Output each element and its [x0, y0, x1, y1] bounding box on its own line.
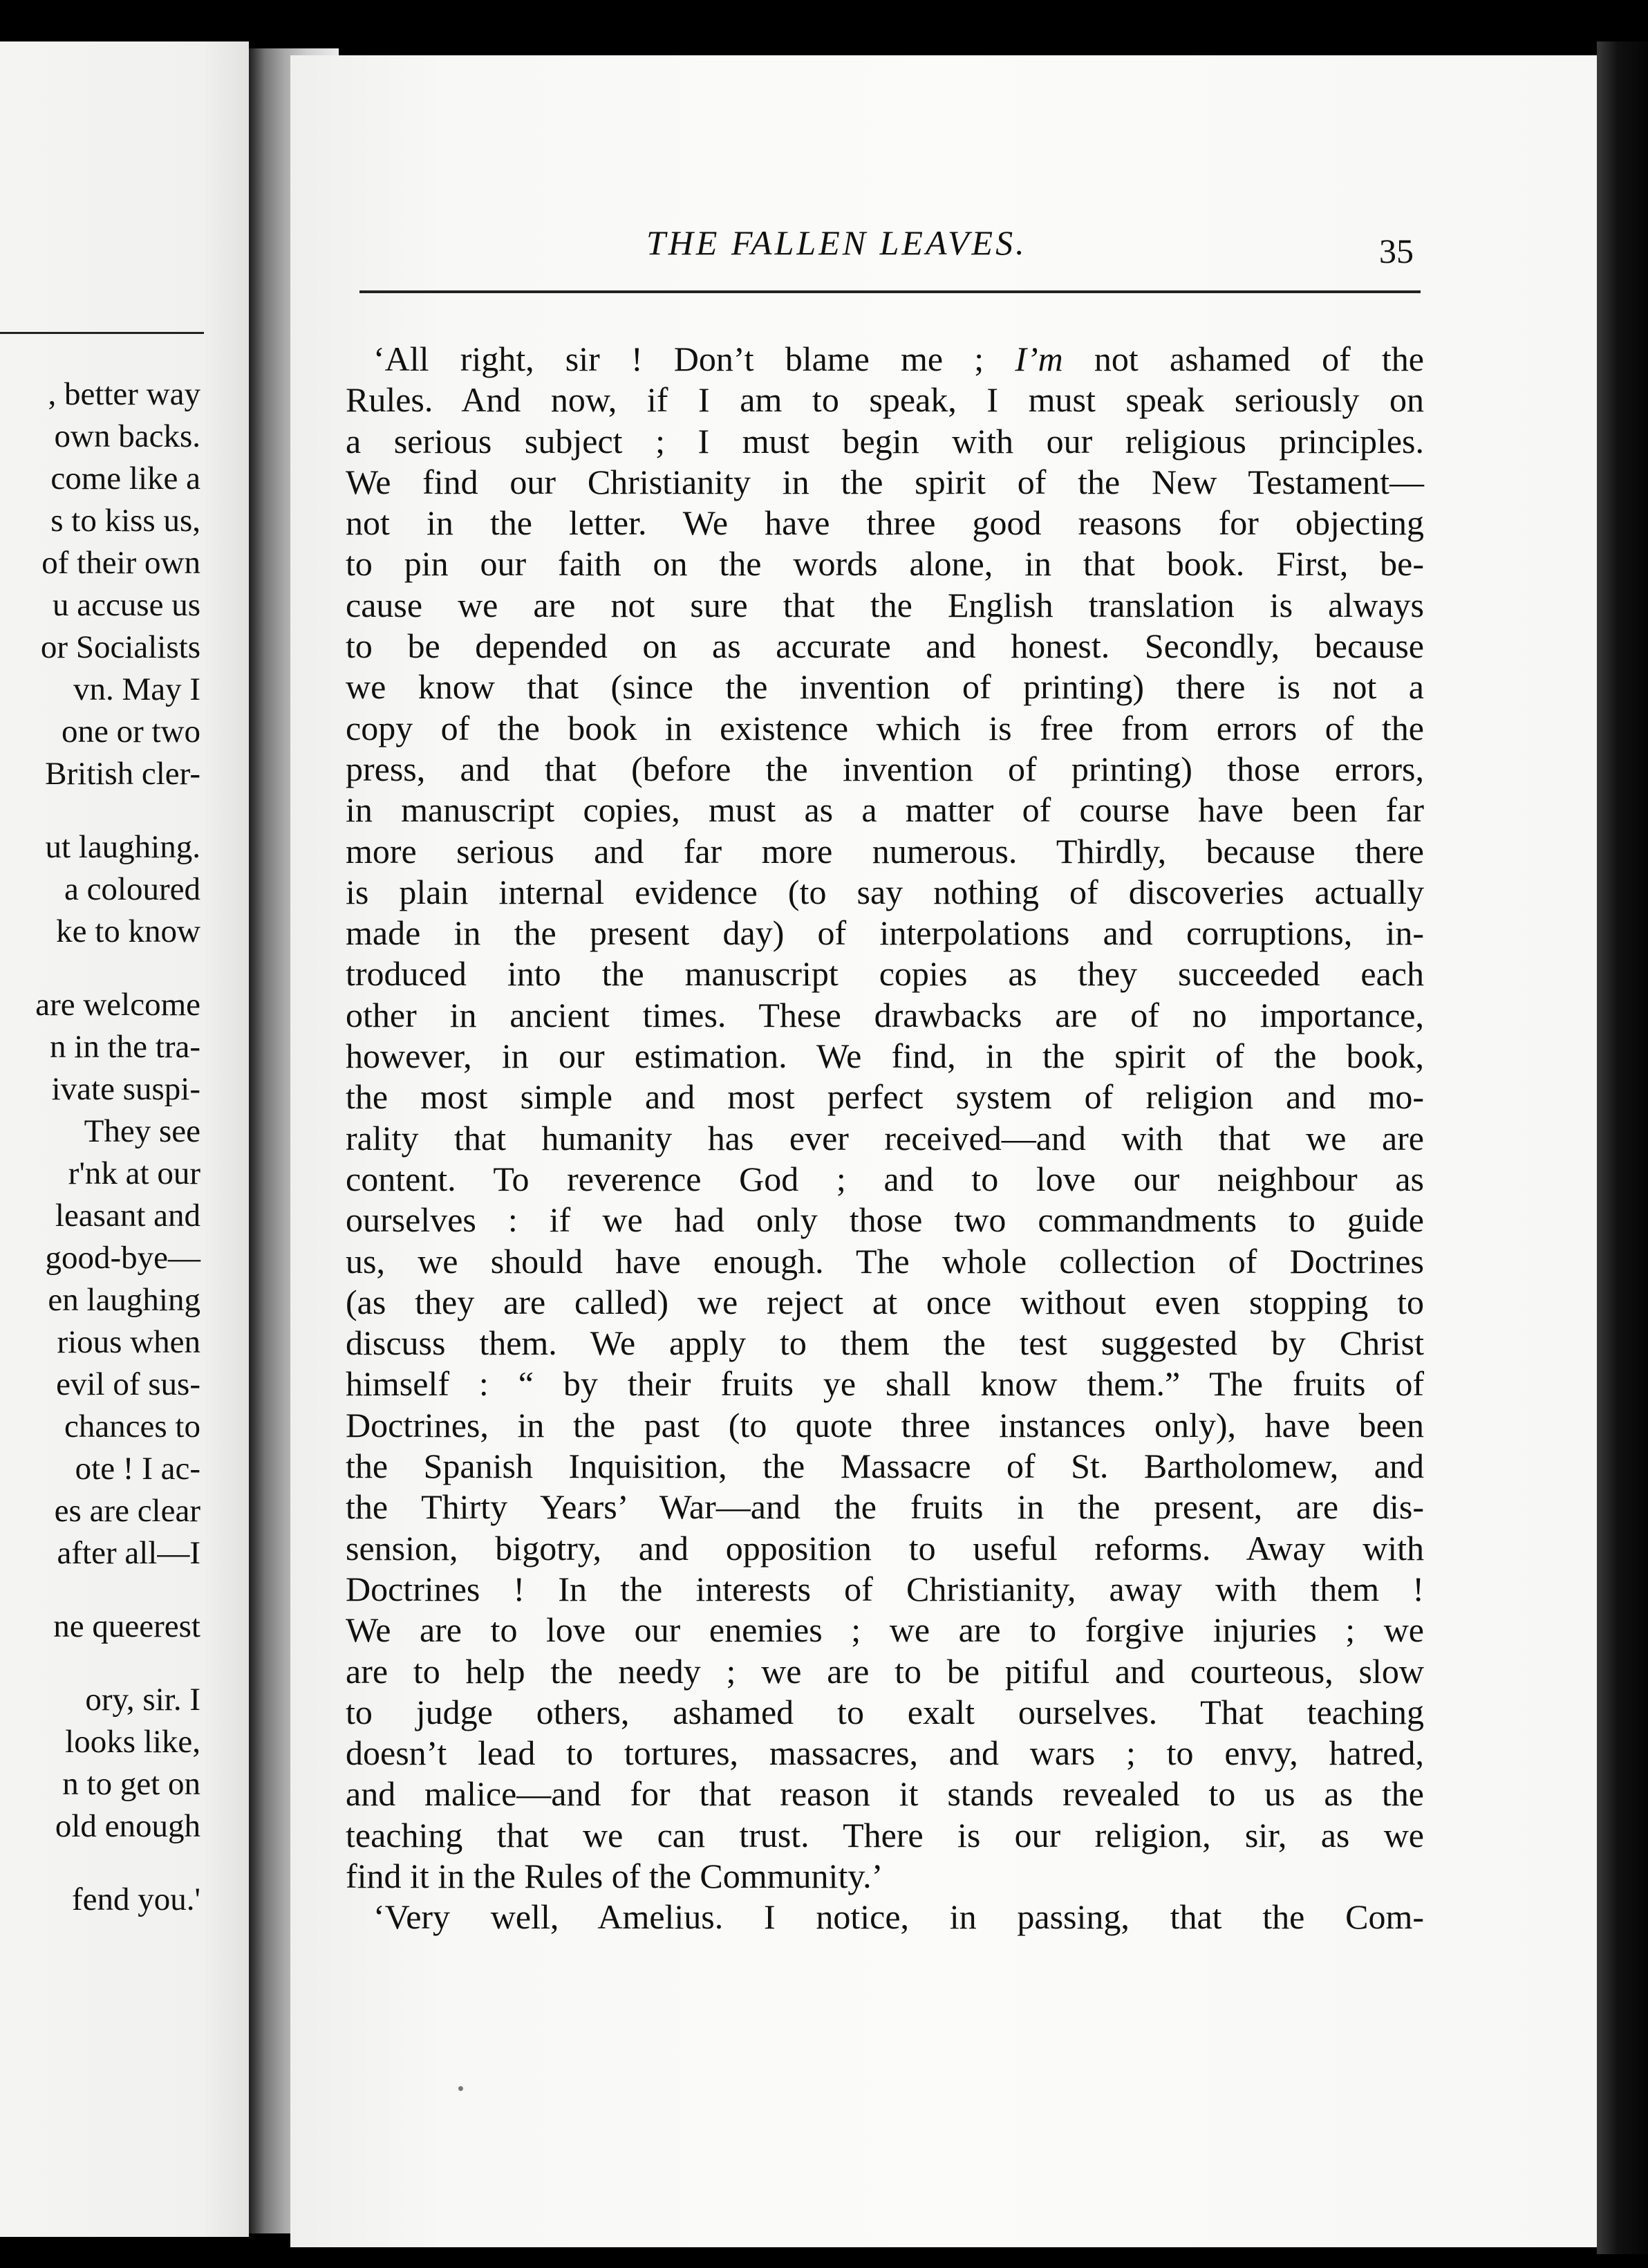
- page-number: 35: [1379, 232, 1414, 270]
- left-page-line: n in the tra-: [50, 1029, 200, 1065]
- left-page-line: own backs.: [54, 418, 200, 454]
- left-page-line: s to kiss us,: [50, 503, 200, 539]
- left-page-line: , better way: [48, 376, 200, 412]
- left-page-line: [0, 1648, 200, 1679]
- left-page-line: or Socialists: [40, 629, 200, 665]
- body-line: sension, bigotry, and opposition to useful reforms. Away with: [346, 1528, 1424, 1568]
- left-page-line: ory, sir. I: [85, 1682, 200, 1718]
- body-line: troduced into the manuscript copies as they succeeded each: [346, 954, 1424, 994]
- body-line: are to help the needy ; we are to be pitiful and courteous, slow: [346, 1651, 1424, 1691]
- left-page-line: u accuse us: [52, 587, 200, 623]
- body-line: ourselves : if we had only those two commandments to guide: [346, 1200, 1424, 1240]
- left-page-line: [0, 1848, 200, 1879]
- left-page-rule: [0, 332, 204, 334]
- left-page-line: one or two: [61, 714, 200, 750]
- body-line: press, and that (before the invention of printing) those errors,: [346, 749, 1424, 788]
- body-line: copy of the book in existence which is free from errors of the: [346, 708, 1424, 747]
- left-page-line: leasant and: [55, 1198, 200, 1234]
- body-line: to pin our faith on the words alone, in that book. First, be-: [346, 544, 1424, 584]
- body-line: find it in the Rules of the Community.’: [346, 1856, 883, 1895]
- body-line: Rules. And now, if I am to speak, I must speak seriously on: [346, 380, 1424, 420]
- left-page-line: of their own: [41, 545, 200, 581]
- body-line: a serious subject ; I must begin with our religious principles.: [346, 421, 1424, 461]
- left-page-line: [0, 1574, 200, 1606]
- body-line: us, we should have enough. The whole collection of Doctrines: [346, 1241, 1424, 1281]
- body-line: in manuscript copies, must as a matter of course have been far: [346, 790, 1424, 830]
- body-line: ‘Very well, Amelius. I notice, in passing, that the Com-: [373, 1897, 1424, 1937]
- body-text: [346, 339, 1424, 1938]
- body-line: to be depended on as accurate and honest. Secondly, because: [346, 626, 1424, 666]
- left-page-line: looks like,: [65, 1724, 200, 1760]
- left-page-line: ut laughing.: [45, 829, 200, 865]
- left-page-line: a coloured: [64, 871, 200, 907]
- left-page-line: rious when: [57, 1324, 200, 1360]
- body-line: not in the letter. We have three good reasons for objecting: [346, 503, 1424, 543]
- previous-page-fragment: [0, 41, 249, 2237]
- body-line: discuss them. We apply to them the test suggested by Christ: [346, 1323, 1424, 1363]
- left-page-line: ne queerest: [53, 1608, 200, 1644]
- body-line: Doctrines ! In the interests of Christianity, away with them !: [346, 1569, 1424, 1608]
- left-page-line: are welcome: [35, 987, 200, 1023]
- left-page-line: vn. May I: [73, 671, 200, 707]
- left-page-line: r'nk at our: [68, 1155, 200, 1191]
- body-line: is plain internal evidence (to say nothing of discoveries actually: [346, 872, 1424, 911]
- left-page-line: fend you.': [72, 1881, 200, 1917]
- body-line: we know that (since the invention of printing) there is not a: [346, 667, 1424, 707]
- body-line: doesn’t lead to tortures, massacres, and wars ; to envy, hatred,: [346, 1733, 1424, 1773]
- left-page-line: [0, 795, 200, 826]
- left-page-line: come like a: [50, 461, 200, 496]
- left-page-line: ke to know: [56, 913, 200, 949]
- body-line: to judge others, ashamed to exalt ourselves. That teaching: [346, 1692, 1424, 1731]
- left-page-line: ivate suspi-: [51, 1071, 200, 1107]
- body-line: We are to love our enemies ; we are to forgive injuries ; we: [346, 1610, 1424, 1650]
- left-page-line: They see: [84, 1113, 200, 1149]
- left-page-text: [0, 373, 200, 1921]
- body-line: the most simple and most perfect system of religion and mo-: [346, 1077, 1424, 1117]
- left-page-line: good-bye—: [45, 1240, 200, 1276]
- body-line: more serious and far more numerous. Thirdly, because there: [346, 831, 1424, 871]
- left-page-line: British cler-: [45, 756, 200, 792]
- paper-speck: [458, 2086, 463, 2091]
- book-page-edge: [1597, 41, 1648, 2254]
- left-page-line: evil of sus-: [56, 1366, 200, 1402]
- running-head: THE FALLEN LEAVES.: [646, 223, 1027, 262]
- body-line: himself : “ by their fruits ye shall know them.” The fruits of: [346, 1364, 1424, 1404]
- left-page-line: es are clear: [54, 1493, 200, 1529]
- body-line: however, in our estimation. We find, in the spirit of the book,: [346, 1037, 1424, 1076]
- body-line: teaching that we can trust. There is our religion, sir, as we: [346, 1815, 1424, 1855]
- body-line: the Spanish Inquisition, the Massacre of St. Bartholomew, and: [346, 1447, 1424, 1486]
- body-line: cause we are not sure that the English translation is always: [346, 585, 1424, 624]
- body-line: content. To reverence God ; and to love our neighbour as: [346, 1159, 1424, 1198]
- left-page-line: chances to: [64, 1409, 200, 1444]
- body-line: other in ancient times. These drawbacks are of no importance,: [346, 995, 1424, 1034]
- left-page-line: n to get on: [62, 1766, 200, 1802]
- body-line: and malice—and for that reason it stands revealed to us as the: [346, 1774, 1424, 1814]
- left-page-line: [0, 953, 200, 984]
- left-page-line: en laughing: [48, 1282, 200, 1318]
- body-line: made in the present day) of interpolations and corruptions, in-: [346, 913, 1424, 953]
- left-page-line: after all—I: [57, 1535, 200, 1571]
- left-page-line: ote ! I ac-: [75, 1451, 200, 1487]
- body-line: the Thirty Years’ War—and the fruits in the present, are dis-: [346, 1487, 1424, 1527]
- left-page-line: old enough: [55, 1808, 200, 1844]
- body-line: rality that humanity has ever received—and with that we are: [346, 1118, 1424, 1158]
- body-line: ‘All right, sir ! Don’t blame me ; I’m not ashamed of the: [373, 340, 1424, 378]
- body-line: (as they are called) we reject at once without even stopping to: [346, 1282, 1424, 1321]
- body-line: We find our Christianity in the spirit of the New Testament—: [346, 462, 1424, 501]
- body-line: Doctrines, in the past (to quote three instances only), have been: [346, 1405, 1424, 1444]
- header-rule: [359, 290, 1421, 293]
